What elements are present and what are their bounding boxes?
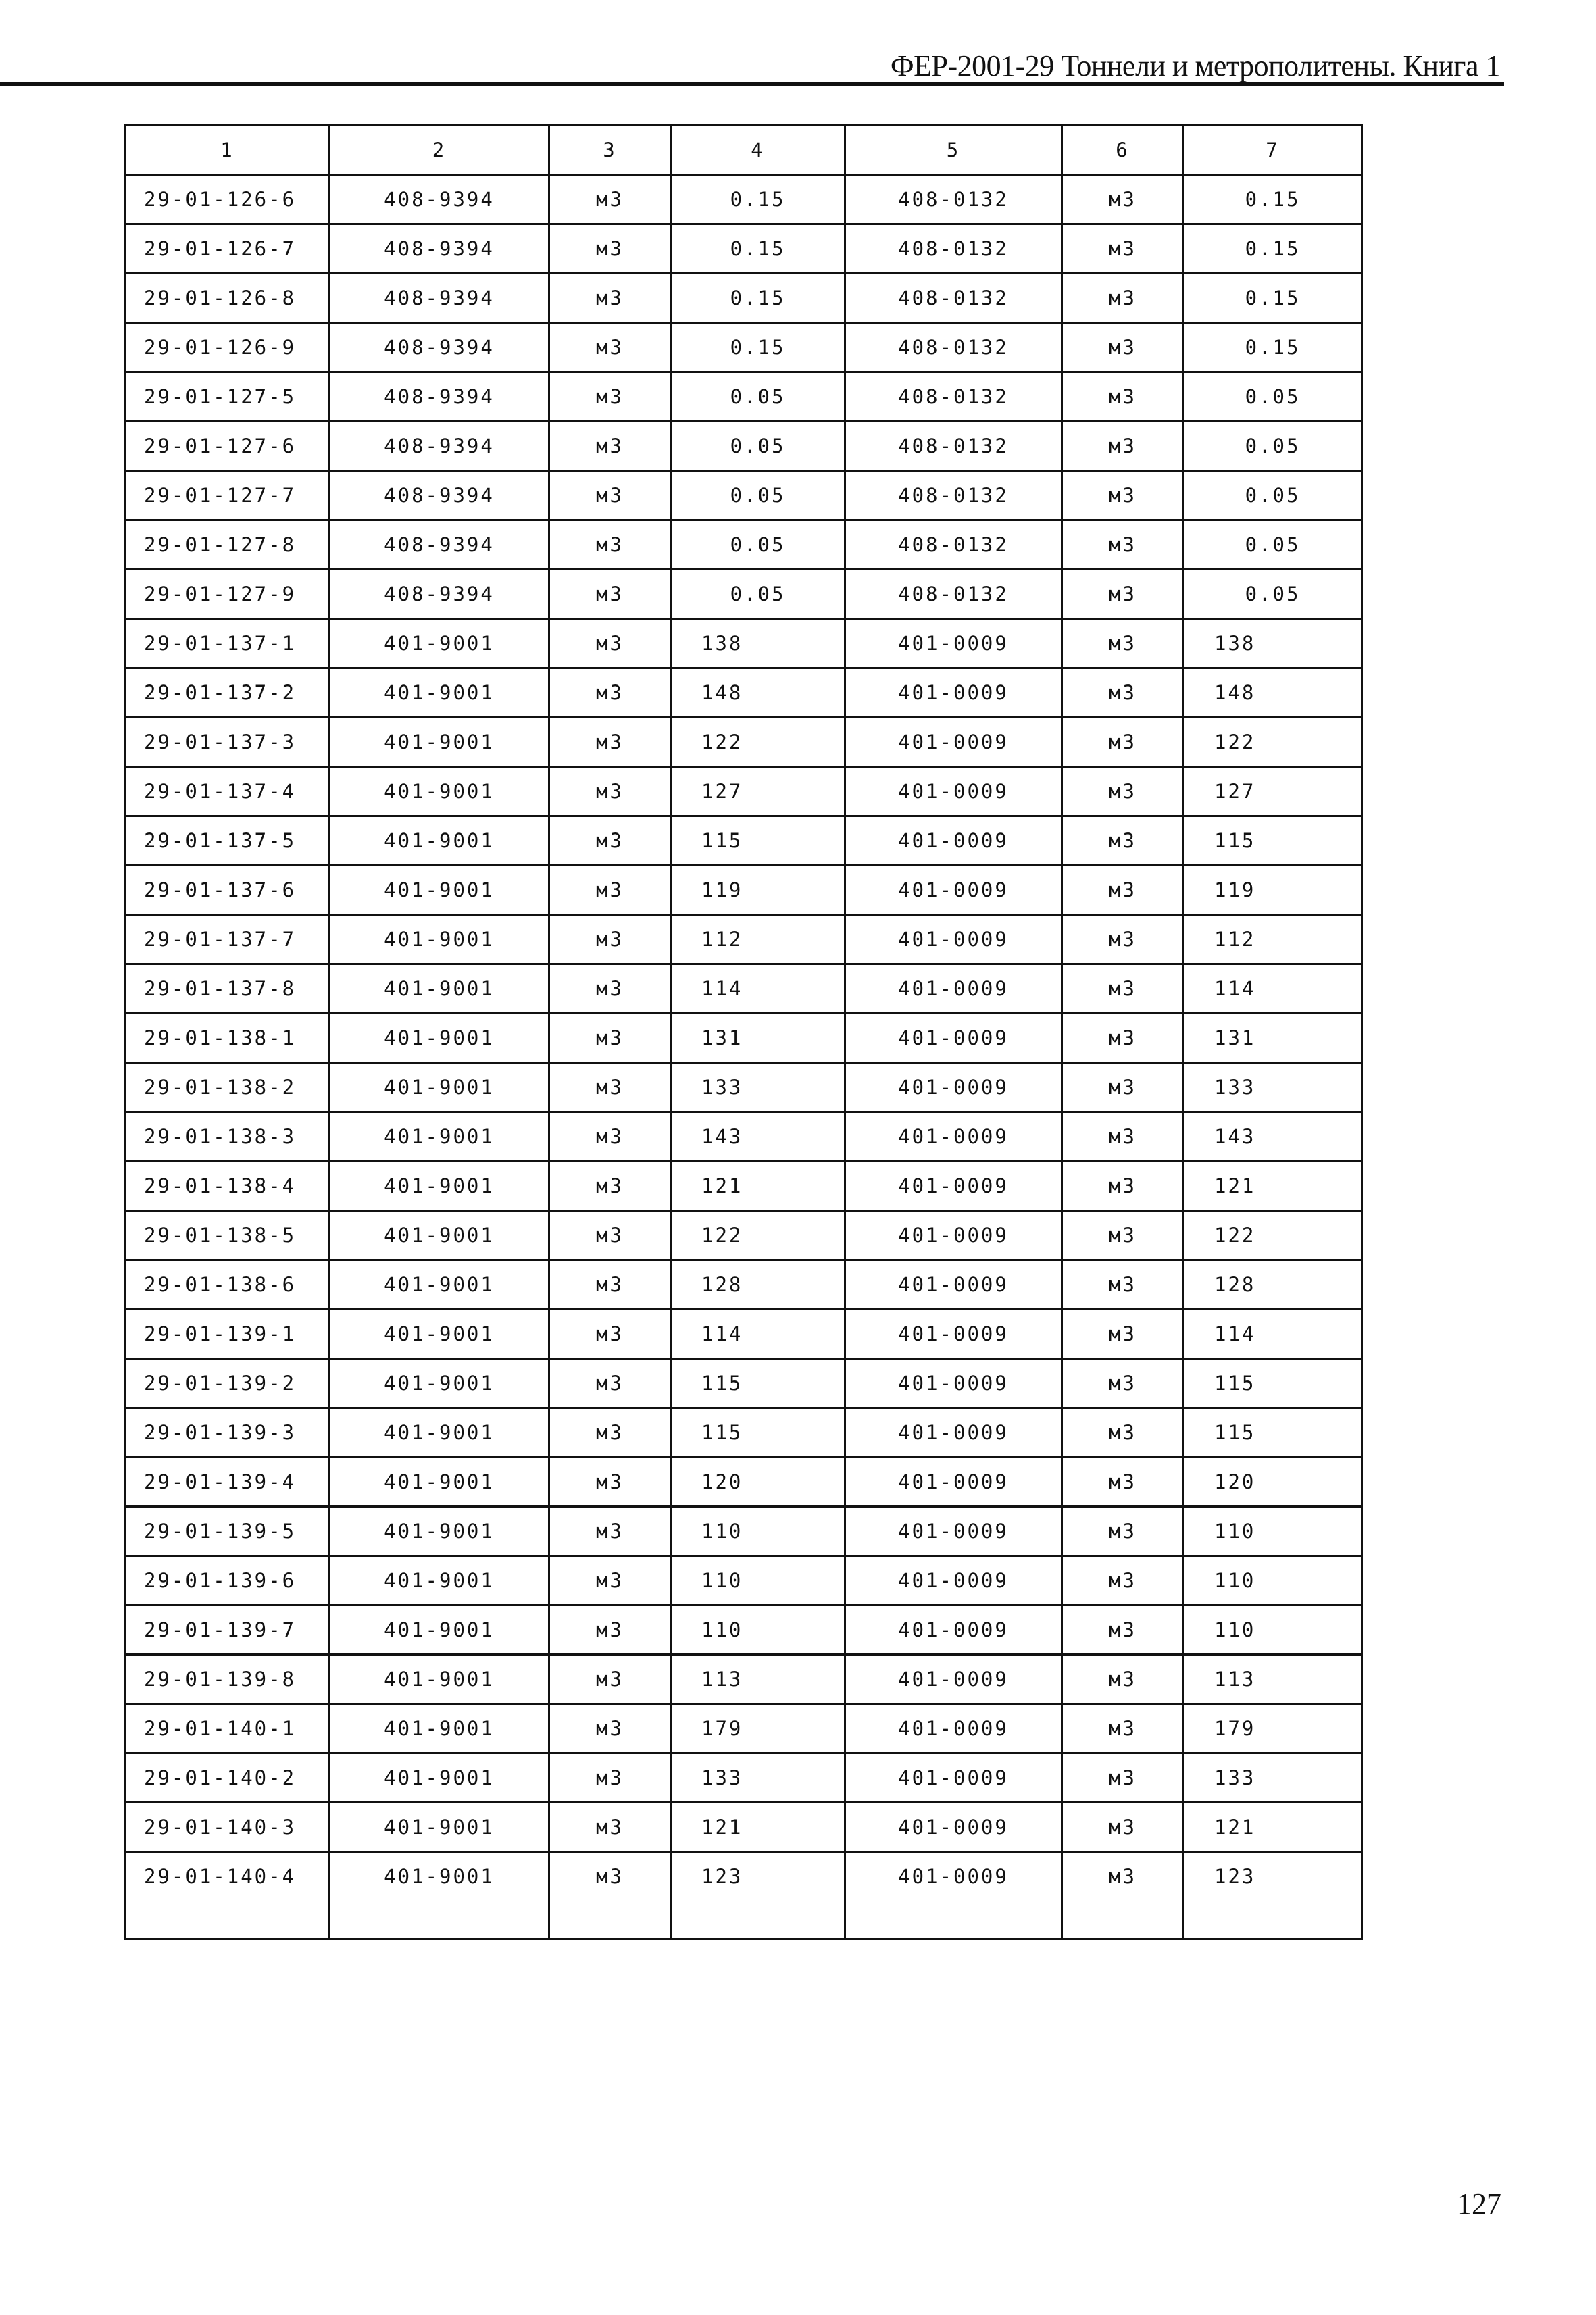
quantity-cell: 114 [671, 964, 845, 1014]
table-row [126, 767, 1362, 816]
resource-code-cell: 401-9001 [330, 1408, 549, 1458]
unit-cell: м3 [1062, 224, 1184, 274]
quantity-cell: 123 [671, 1852, 845, 1939]
unit-cell: м3 [1062, 866, 1184, 915]
quantity-cell: 127 [1184, 767, 1362, 816]
unit-cell: м3 [549, 224, 671, 274]
replacement-code-cell: 401-0009 [845, 1605, 1062, 1655]
unit-cell: м3 [1062, 1704, 1184, 1753]
table-row [126, 323, 1362, 372]
column-header: 7 [1184, 126, 1362, 175]
page-number: 127 [1457, 2187, 1501, 2220]
unit-cell: м3 [549, 1852, 671, 1939]
quantity-cell: 0.05 [671, 520, 845, 570]
code-cell: 29-01-139-1 [126, 1310, 330, 1359]
table-row [126, 1408, 1362, 1458]
replacement-code-cell: 401-0009 [845, 1507, 1062, 1556]
replacement-code-cell: 401-0009 [845, 1063, 1062, 1112]
quantity-cell: 112 [1184, 915, 1362, 964]
quantity-cell: 123 [1184, 1852, 1362, 1939]
resource-code-cell: 408-9394 [330, 422, 549, 471]
header-rule [0, 82, 1504, 86]
unit-cell: м3 [1062, 1655, 1184, 1704]
code-cell: 29-01-139-3 [126, 1408, 330, 1458]
replacement-code-cell: 401-0009 [845, 1162, 1062, 1211]
replacement-code-cell: 401-0009 [845, 816, 1062, 866]
table-row [126, 372, 1362, 422]
table-row [126, 1310, 1362, 1359]
code-cell: 29-01-127-6 [126, 422, 330, 471]
unit-cell: м3 [1062, 1803, 1184, 1852]
unit-cell: м3 [549, 1605, 671, 1655]
resource-code-cell: 408-9394 [330, 224, 549, 274]
quantity-cell: 128 [1184, 1260, 1362, 1310]
column-header: 5 [845, 126, 1062, 175]
table-row [126, 1359, 1362, 1408]
replacement-code-cell: 401-0009 [845, 668, 1062, 718]
resource-code-cell: 401-9001 [330, 1704, 549, 1753]
unit-cell: м3 [1062, 1310, 1184, 1359]
quantity-cell: 0.15 [1184, 175, 1362, 224]
quantity-cell: 122 [671, 718, 845, 767]
unit-cell: м3 [1062, 964, 1184, 1014]
table-row [126, 1014, 1362, 1063]
quantity-cell: 0.15 [671, 274, 845, 323]
replacement-code-cell: 408-0132 [845, 274, 1062, 323]
table-row [126, 964, 1362, 1014]
code-cell: 29-01-138-5 [126, 1211, 330, 1260]
quantity-cell: 122 [671, 1211, 845, 1260]
resource-code-cell: 401-9001 [330, 1655, 549, 1704]
quantity-cell: 115 [671, 1359, 845, 1408]
quantity-cell: 133 [671, 1753, 845, 1803]
replacement-code-cell: 401-0009 [845, 1359, 1062, 1408]
resource-code-cell: 401-9001 [330, 1803, 549, 1852]
replacement-code-cell: 401-0009 [845, 1753, 1062, 1803]
quantity-cell: 127 [671, 767, 845, 816]
resource-code-cell: 401-9001 [330, 1211, 549, 1260]
quantity-cell: 110 [1184, 1556, 1362, 1605]
column-header: 4 [671, 126, 845, 175]
unit-cell: м3 [549, 915, 671, 964]
table-row [126, 1753, 1362, 1803]
table-row [126, 1112, 1362, 1162]
quantity-cell: 143 [671, 1112, 845, 1162]
quantity-cell: 138 [671, 619, 845, 668]
replacement-code-cell: 401-0009 [845, 1852, 1062, 1939]
resource-code-cell: 408-9394 [330, 372, 549, 422]
code-cell: 29-01-126-6 [126, 175, 330, 224]
unit-cell: м3 [549, 1458, 671, 1507]
unit-cell: м3 [549, 323, 671, 372]
unit-cell: м3 [549, 1704, 671, 1753]
replacement-code-cell: 401-0009 [845, 619, 1062, 668]
quantity-cell: 122 [1184, 1211, 1362, 1260]
code-cell: 29-01-127-5 [126, 372, 330, 422]
replacement-code-cell: 401-0009 [845, 1310, 1062, 1359]
quantity-cell: 0.05 [671, 570, 845, 619]
resource-code-cell: 401-9001 [330, 718, 549, 767]
unit-cell: м3 [1062, 1211, 1184, 1260]
code-cell: 29-01-140-4 [126, 1852, 330, 1939]
quantity-cell: 0.15 [671, 175, 845, 224]
table-header-row [126, 126, 1362, 175]
code-cell: 29-01-138-3 [126, 1112, 330, 1162]
replacement-code-cell: 401-0009 [845, 1408, 1062, 1458]
resource-code-cell: 401-9001 [330, 1359, 549, 1408]
replacement-code-cell: 401-0009 [845, 915, 1062, 964]
code-cell: 29-01-137-5 [126, 816, 330, 866]
quantity-cell: 138 [1184, 619, 1362, 668]
quantity-cell: 0.05 [671, 372, 845, 422]
unit-cell: м3 [1062, 520, 1184, 570]
unit-cell: м3 [1062, 1112, 1184, 1162]
quantity-cell: 114 [1184, 1310, 1362, 1359]
table-row [126, 1852, 1362, 1939]
resource-code-cell: 401-9001 [330, 1556, 549, 1605]
resource-code-cell: 401-9001 [330, 1507, 549, 1556]
replacement-code-cell: 401-0009 [845, 1803, 1062, 1852]
resource-code-cell: 401-9001 [330, 1310, 549, 1359]
code-cell: 29-01-139-4 [126, 1458, 330, 1507]
unit-cell: м3 [549, 1112, 671, 1162]
unit-cell: м3 [1062, 767, 1184, 816]
table-row [126, 1655, 1362, 1704]
resource-code-cell: 401-9001 [330, 816, 549, 866]
unit-cell: м3 [1062, 1852, 1184, 1939]
column-header: 6 [1062, 126, 1184, 175]
column-header: 1 [126, 126, 330, 175]
replacement-code-cell: 401-0009 [845, 866, 1062, 915]
quantity-cell: 133 [1184, 1063, 1362, 1112]
replacement-code-cell: 401-0009 [845, 1556, 1062, 1605]
unit-cell: м3 [1062, 1063, 1184, 1112]
resource-code-cell: 408-9394 [330, 274, 549, 323]
quantity-cell: 179 [671, 1704, 845, 1753]
quantity-cell: 121 [671, 1162, 845, 1211]
unit-cell: м3 [549, 1655, 671, 1704]
unit-cell: м3 [549, 422, 671, 471]
code-cell: 29-01-138-2 [126, 1063, 330, 1112]
table-row [126, 866, 1362, 915]
code-cell: 29-01-138-6 [126, 1260, 330, 1310]
unit-cell: м3 [549, 1753, 671, 1803]
code-cell: 29-01-137-7 [126, 915, 330, 964]
unit-cell: м3 [1062, 175, 1184, 224]
quantity-cell: 121 [1184, 1803, 1362, 1852]
code-cell: 29-01-140-2 [126, 1753, 330, 1803]
table-row [126, 619, 1362, 668]
quantity-cell: 110 [671, 1507, 845, 1556]
table-row [126, 520, 1362, 570]
unit-cell: м3 [1062, 1260, 1184, 1310]
unit-cell: м3 [1062, 668, 1184, 718]
resource-code-cell: 408-9394 [330, 175, 549, 224]
unit-cell: м3 [549, 1260, 671, 1310]
quantity-cell: 110 [671, 1605, 845, 1655]
quantity-cell: 121 [1184, 1162, 1362, 1211]
replacement-code-cell: 408-0132 [845, 471, 1062, 520]
code-cell: 29-01-140-3 [126, 1803, 330, 1852]
quantity-cell: 120 [671, 1458, 845, 1507]
quantity-cell: 115 [671, 1408, 845, 1458]
quantity-cell: 0.15 [1184, 323, 1362, 372]
unit-cell: м3 [549, 274, 671, 323]
unit-cell: м3 [1062, 1458, 1184, 1507]
quantity-cell: 114 [1184, 964, 1362, 1014]
quantity-cell: 115 [1184, 816, 1362, 866]
code-cell: 29-01-138-4 [126, 1162, 330, 1211]
replacement-code-cell: 401-0009 [845, 1014, 1062, 1063]
quantity-cell: 0.15 [671, 323, 845, 372]
unit-cell: м3 [1062, 323, 1184, 372]
table-row [126, 1162, 1362, 1211]
quantity-cell: 122 [1184, 718, 1362, 767]
table-row [126, 224, 1362, 274]
unit-cell: м3 [549, 372, 671, 422]
unit-cell: м3 [1062, 471, 1184, 520]
unit-cell: м3 [1062, 718, 1184, 767]
unit-cell: м3 [549, 471, 671, 520]
unit-cell: м3 [549, 1408, 671, 1458]
table-row [126, 1063, 1362, 1112]
quantity-cell: 115 [671, 816, 845, 866]
resource-code-cell: 408-9394 [330, 520, 549, 570]
code-cell: 29-01-137-1 [126, 619, 330, 668]
table-row [126, 718, 1362, 767]
table-body [126, 126, 1362, 1939]
unit-cell: м3 [549, 619, 671, 668]
quantity-cell: 115 [1184, 1359, 1362, 1408]
table-row [126, 274, 1362, 323]
quantity-cell: 0.05 [1184, 471, 1362, 520]
quantity-cell: 0.05 [1184, 520, 1362, 570]
code-cell: 29-01-127-8 [126, 520, 330, 570]
resource-code-cell: 401-9001 [330, 1112, 549, 1162]
resource-code-cell: 401-9001 [330, 866, 549, 915]
quantity-cell: 0.05 [671, 471, 845, 520]
unit-cell: м3 [549, 668, 671, 718]
running-header-title: ФЕР-2001-29 Тоннели и метрополитены. Книга 1 [890, 49, 1500, 82]
resource-code-cell: 401-9001 [330, 1162, 549, 1211]
unit-cell: м3 [549, 520, 671, 570]
unit-cell: м3 [549, 816, 671, 866]
replacement-code-cell: 408-0132 [845, 224, 1062, 274]
unit-cell: м3 [549, 1310, 671, 1359]
column-header: 3 [549, 126, 671, 175]
unit-cell: м3 [1062, 1753, 1184, 1803]
quantity-cell: 0.05 [1184, 372, 1362, 422]
resource-code-cell: 401-9001 [330, 1014, 549, 1063]
resource-code-cell: 401-9001 [330, 767, 549, 816]
quantity-cell: 114 [671, 1310, 845, 1359]
table-row [126, 1507, 1362, 1556]
unit-cell: м3 [549, 866, 671, 915]
replacement-code-cell: 408-0132 [845, 570, 1062, 619]
unit-cell: м3 [549, 1803, 671, 1852]
code-cell: 29-01-126-8 [126, 274, 330, 323]
replacement-code-cell: 401-0009 [845, 1260, 1062, 1310]
unit-cell: м3 [1062, 422, 1184, 471]
table-row [126, 175, 1362, 224]
unit-cell: м3 [549, 964, 671, 1014]
table-row [126, 1211, 1362, 1260]
replacement-code-cell: 401-0009 [845, 767, 1062, 816]
table-row [126, 1260, 1362, 1310]
resource-code-cell: 401-9001 [330, 1063, 549, 1112]
quantity-cell: 0.05 [671, 422, 845, 471]
quantity-cell: 115 [1184, 1408, 1362, 1458]
resource-code-cell: 401-9001 [330, 1260, 549, 1310]
quantity-cell: 148 [1184, 668, 1362, 718]
replacement-code-cell: 401-0009 [845, 964, 1062, 1014]
resource-code-cell: 401-9001 [330, 668, 549, 718]
table-row [126, 1803, 1362, 1852]
unit-cell: м3 [1062, 1605, 1184, 1655]
resource-code-cell: 401-9001 [330, 1753, 549, 1803]
code-cell: 29-01-137-8 [126, 964, 330, 1014]
replacement-code-cell: 408-0132 [845, 520, 1062, 570]
code-cell: 29-01-139-6 [126, 1556, 330, 1605]
code-cell: 29-01-138-1 [126, 1014, 330, 1063]
quantity-cell: 0.05 [1184, 422, 1362, 471]
table-row [126, 1458, 1362, 1507]
unit-cell: м3 [549, 1162, 671, 1211]
unit-cell: м3 [549, 1014, 671, 1063]
replacement-code-cell: 408-0132 [845, 372, 1062, 422]
replacement-code-cell: 401-0009 [845, 1211, 1062, 1260]
table-row [126, 1605, 1362, 1655]
table-row [126, 422, 1362, 471]
replacement-code-cell: 401-0009 [845, 1655, 1062, 1704]
unit-cell: м3 [1062, 1408, 1184, 1458]
unit-cell: м3 [1062, 570, 1184, 619]
quantity-cell: 119 [671, 866, 845, 915]
replacement-code-cell: 401-0009 [845, 1704, 1062, 1753]
unit-cell: м3 [1062, 1556, 1184, 1605]
resource-table [124, 124, 1363, 1940]
column-header: 2 [330, 126, 549, 175]
quantity-cell: 0.15 [671, 224, 845, 274]
unit-cell: м3 [549, 718, 671, 767]
quantity-cell: 0.15 [1184, 224, 1362, 274]
code-cell: 29-01-139-2 [126, 1359, 330, 1408]
code-cell: 29-01-139-5 [126, 1507, 330, 1556]
quantity-cell: 131 [671, 1014, 845, 1063]
quantity-cell: 0.05 [1184, 570, 1362, 619]
unit-cell: м3 [1062, 372, 1184, 422]
unit-cell: м3 [549, 1063, 671, 1112]
quantity-cell: 131 [1184, 1014, 1362, 1063]
unit-cell: м3 [549, 570, 671, 619]
code-cell: 29-01-140-1 [126, 1704, 330, 1753]
resource-code-cell: 408-9394 [330, 570, 549, 619]
quantity-cell: 110 [671, 1556, 845, 1605]
quantity-cell: 112 [671, 915, 845, 964]
resource-code-cell: 401-9001 [330, 1458, 549, 1507]
code-cell: 29-01-127-9 [126, 570, 330, 619]
quantity-cell: 133 [671, 1063, 845, 1112]
table-row [126, 816, 1362, 866]
unit-cell: м3 [549, 175, 671, 224]
quantity-cell: 128 [671, 1260, 845, 1310]
resource-code-cell: 401-9001 [330, 1852, 549, 1939]
unit-cell: м3 [549, 1507, 671, 1556]
unit-cell: м3 [1062, 1162, 1184, 1211]
table-row [126, 1556, 1362, 1605]
code-cell: 29-01-137-3 [126, 718, 330, 767]
quantity-cell: 113 [1184, 1655, 1362, 1704]
replacement-code-cell: 408-0132 [845, 323, 1062, 372]
unit-cell: м3 [549, 1211, 671, 1260]
quantity-cell: 179 [1184, 1704, 1362, 1753]
unit-cell: м3 [1062, 1359, 1184, 1408]
resource-code-cell: 408-9394 [330, 323, 549, 372]
code-cell: 29-01-139-7 [126, 1605, 330, 1655]
unit-cell: м3 [549, 1556, 671, 1605]
table-row [126, 471, 1362, 520]
code-cell: 29-01-127-7 [126, 471, 330, 520]
unit-cell: м3 [1062, 1507, 1184, 1556]
code-cell: 29-01-139-8 [126, 1655, 330, 1704]
resource-code-cell: 408-9394 [330, 471, 549, 520]
code-cell: 29-01-126-9 [126, 323, 330, 372]
replacement-code-cell: 401-0009 [845, 1458, 1062, 1507]
quantity-cell: 110 [1184, 1507, 1362, 1556]
table-row [126, 1704, 1362, 1753]
resource-code-cell: 401-9001 [330, 915, 549, 964]
code-cell: 29-01-137-2 [126, 668, 330, 718]
code-cell: 29-01-137-6 [126, 866, 330, 915]
quantity-cell: 0.15 [1184, 274, 1362, 323]
replacement-code-cell: 401-0009 [845, 718, 1062, 767]
unit-cell: м3 [549, 767, 671, 816]
unit-cell: м3 [1062, 915, 1184, 964]
table-row [126, 668, 1362, 718]
unit-cell: м3 [1062, 816, 1184, 866]
table-row [126, 570, 1362, 619]
code-cell: 29-01-126-7 [126, 224, 330, 274]
resource-code-cell: 401-9001 [330, 964, 549, 1014]
unit-cell: м3 [1062, 274, 1184, 323]
quantity-cell: 143 [1184, 1112, 1362, 1162]
replacement-code-cell: 408-0132 [845, 422, 1062, 471]
quantity-cell: 120 [1184, 1458, 1362, 1507]
replacement-code-cell: 408-0132 [845, 175, 1062, 224]
quantity-cell: 148 [671, 668, 845, 718]
table-row [126, 915, 1362, 964]
replacement-code-cell: 401-0009 [845, 1112, 1062, 1162]
quantity-cell: 110 [1184, 1605, 1362, 1655]
resource-code-cell: 401-9001 [330, 1605, 549, 1655]
quantity-cell: 133 [1184, 1753, 1362, 1803]
resource-code-cell: 401-9001 [330, 619, 549, 668]
quantity-cell: 119 [1184, 866, 1362, 915]
unit-cell: м3 [1062, 619, 1184, 668]
unit-cell: м3 [549, 1359, 671, 1408]
code-cell: 29-01-137-4 [126, 767, 330, 816]
quantity-cell: 121 [671, 1803, 845, 1852]
unit-cell: м3 [1062, 1014, 1184, 1063]
quantity-cell: 113 [671, 1655, 845, 1704]
